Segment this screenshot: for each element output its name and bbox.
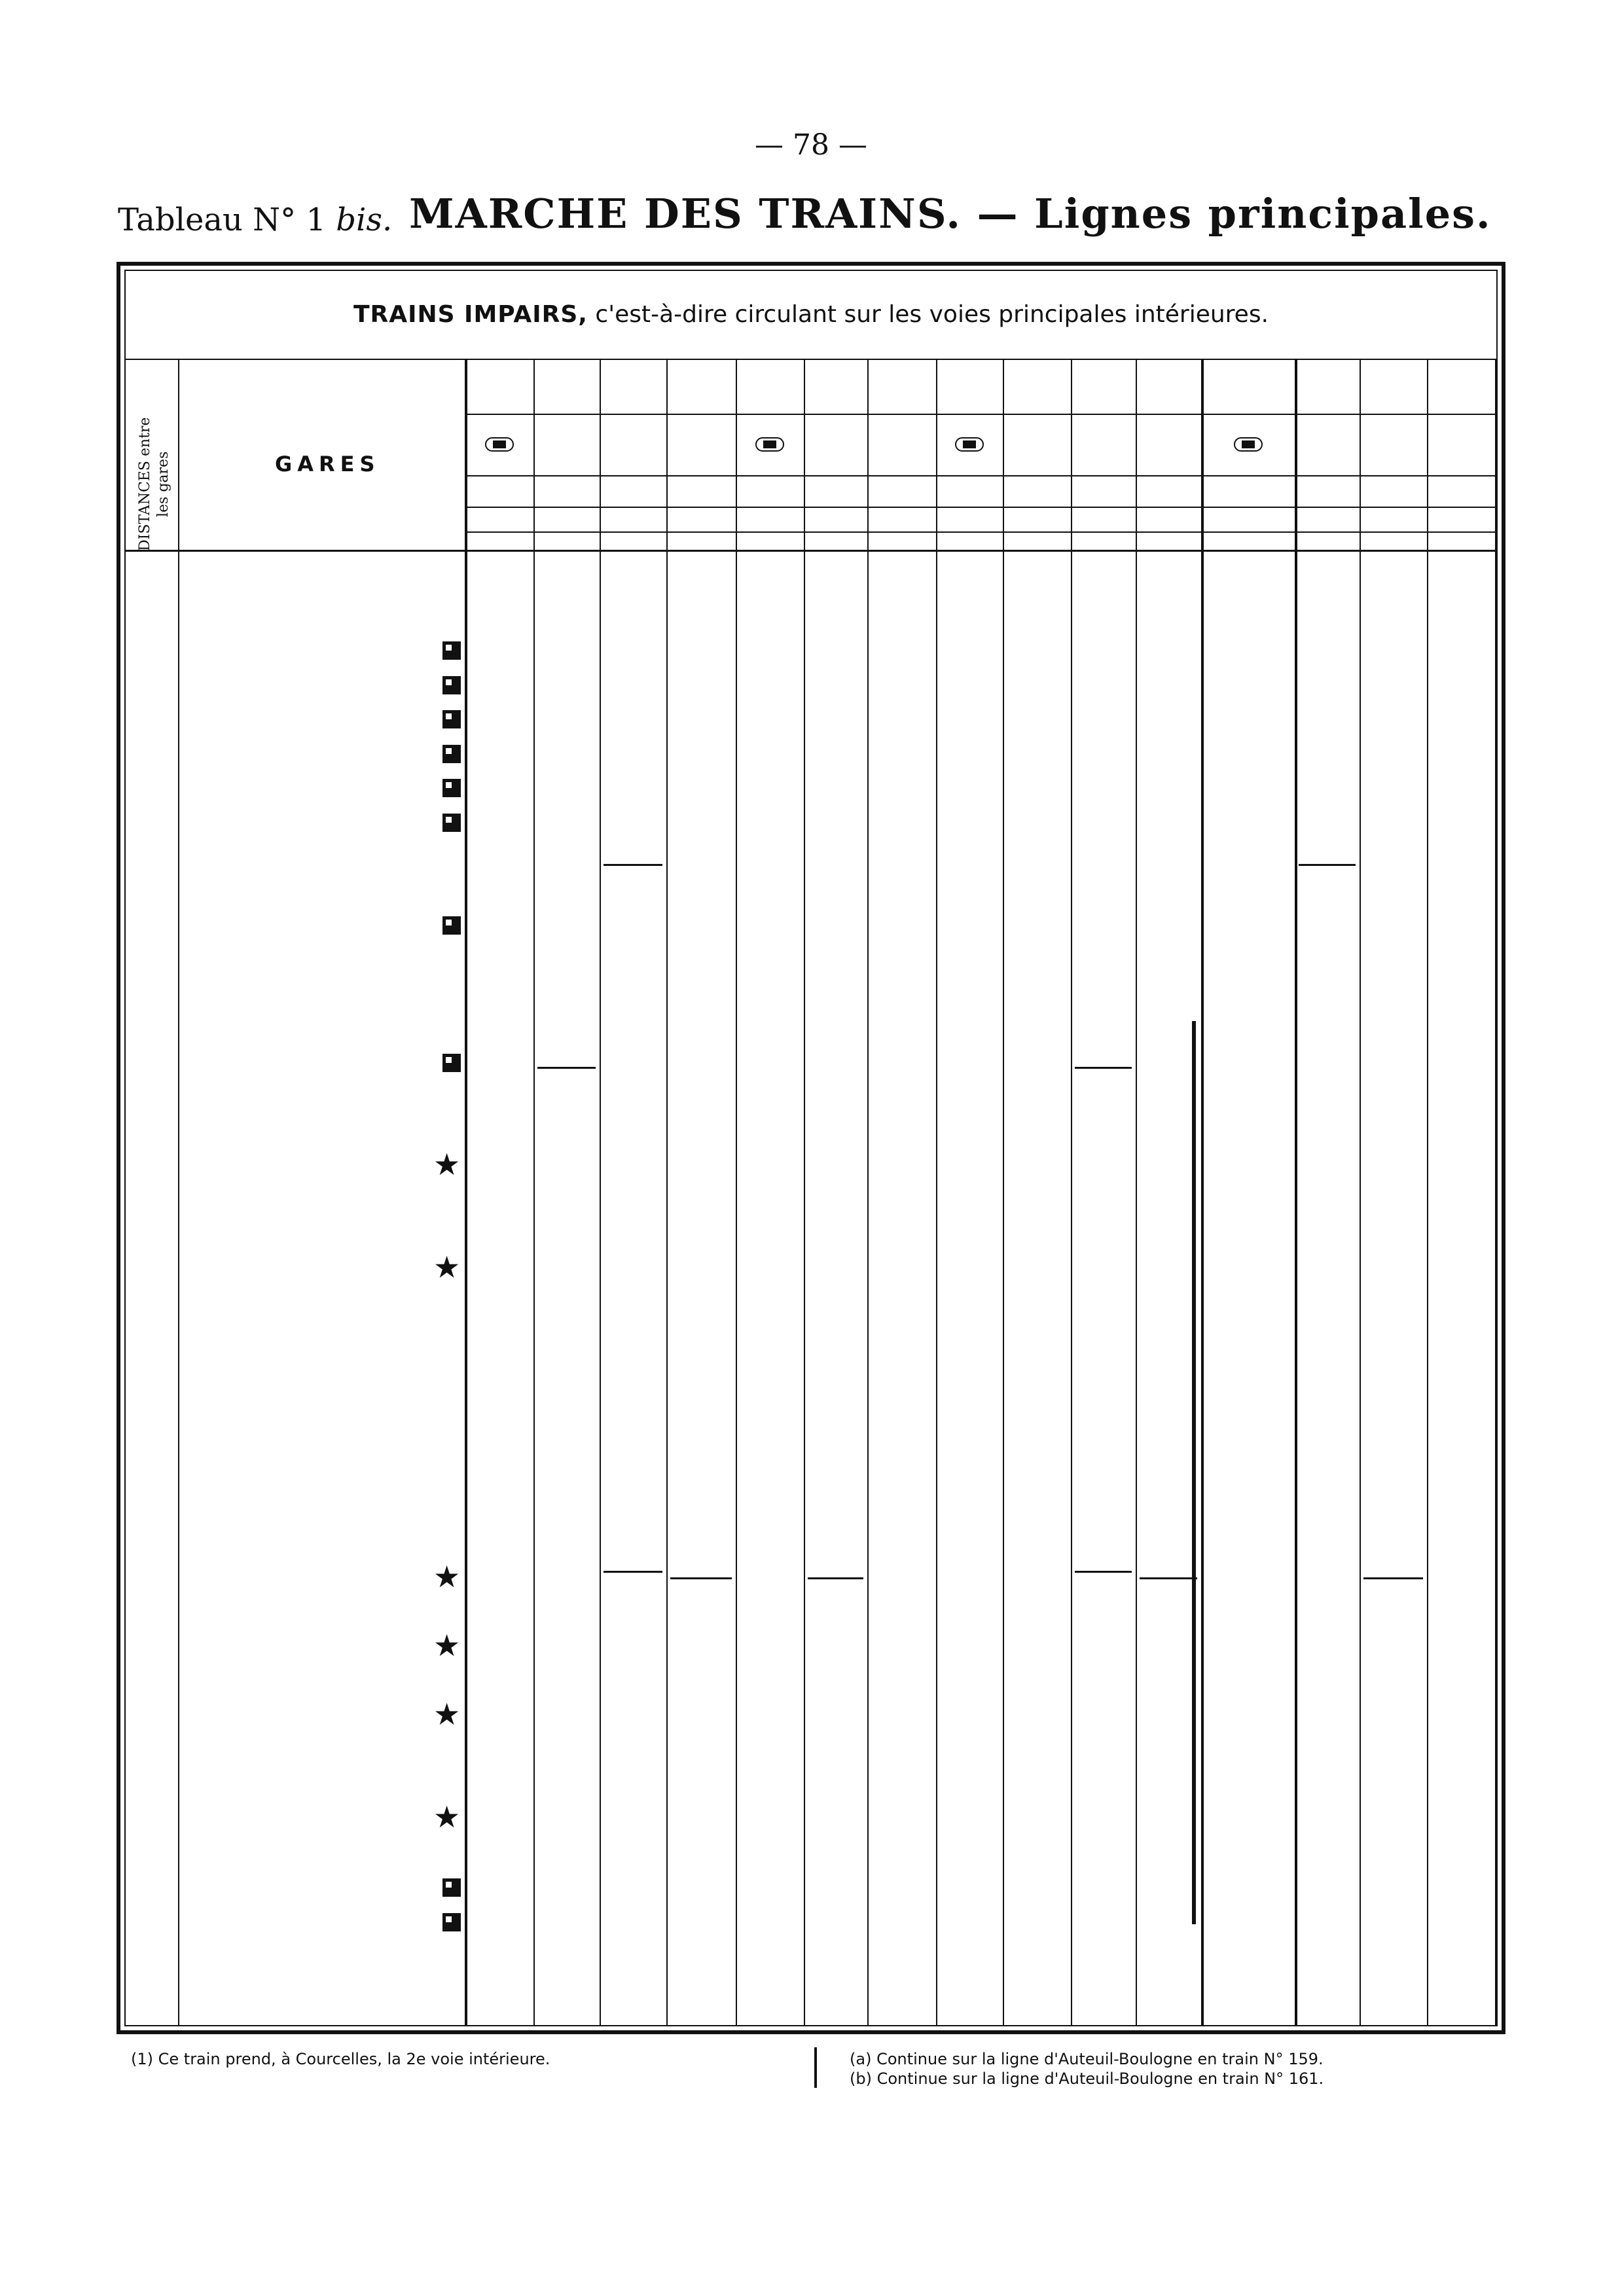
regulier-bar [1192, 1021, 1196, 1924]
station-star-icon: ★ [433, 1799, 461, 1835]
tableau-label: Tableau N° 1 bis. [118, 202, 393, 238]
terminus-rule [537, 1067, 596, 1069]
terminus-rule [1140, 1577, 1197, 1579]
column-rule [867, 359, 869, 2026]
station-tag-icon [442, 1913, 461, 1931]
column-rule [666, 359, 668, 2026]
terminus-rule [604, 864, 662, 866]
station-tag-icon [442, 710, 461, 728]
column-rule [1360, 359, 1361, 2026]
terminus-rule [1363, 1577, 1423, 1579]
station-star-icon: ★ [433, 1558, 461, 1594]
coach-icon [1234, 437, 1263, 452]
column-rule [1003, 359, 1004, 2026]
coach-icon [955, 437, 984, 452]
column-rule [804, 359, 805, 2026]
terminus-rule [1299, 864, 1356, 866]
station-star-icon: ★ [433, 1696, 461, 1732]
footnote-1: (1) Ce train prend, à Courcelles, la 2e voie intérieure. [131, 2050, 550, 2068]
station-tag-icon [442, 676, 461, 694]
column-rule [533, 359, 535, 2026]
station-tag-icon [442, 745, 461, 763]
terminus-rule [808, 1577, 863, 1579]
footnote-a: (a) Continue sur la ligne d'Auteuil-Boulogne en train N° 159. [850, 2050, 1324, 2068]
station-star-icon: ★ [433, 1627, 461, 1663]
column-rule [600, 359, 601, 2026]
page-header [118, 190, 1532, 242]
column-rule [936, 359, 937, 2026]
station-tag-icon [442, 1054, 461, 1072]
gares-header: GARES [275, 452, 380, 476]
station-tag-icon [442, 814, 461, 832]
station-tag-icon [442, 916, 461, 935]
column-rule [1136, 359, 1137, 2026]
station-tag-icon [442, 1878, 461, 1897]
terminus-rule [670, 1577, 732, 1579]
column-rule [1295, 359, 1297, 2026]
station-tag-icon [442, 779, 461, 797]
distance-column-rule [178, 359, 179, 2026]
distances-header: DISTANCES entre les gares [137, 417, 171, 552]
coach-icon [485, 437, 514, 452]
table-subtitle: TRAINS IMPAIRS, c'est-à-dire circulant sur les voies principales intérieures. [353, 301, 1269, 328]
column-rule [736, 359, 737, 2026]
header-subrule [465, 507, 1495, 508]
station-star-icon: ★ [433, 1146, 461, 1182]
page-title: MARCHE DES TRAINS. — Lignes principales. [409, 190, 1492, 238]
footnote-b: (b) Continue sur la ligne d'Auteuil-Boulogne en train N° 161. [850, 2070, 1324, 2088]
header-subrule [465, 475, 1495, 476]
column-rule [1427, 359, 1428, 2026]
header-rule-top [124, 359, 1498, 360]
terminus-rule [604, 1571, 662, 1573]
column-rule [1201, 359, 1204, 2026]
page-number: — 78 — [755, 128, 867, 162]
table-frame-inner [124, 270, 1498, 2026]
column-rule [1495, 359, 1496, 2026]
station-star-icon: ★ [433, 1249, 461, 1285]
header-rule-bottom [124, 550, 1498, 552]
footnote-divider [814, 2047, 817, 2088]
column-rule [465, 359, 467, 2026]
station-tag-icon [442, 641, 461, 660]
coach-icon [755, 437, 784, 452]
terminus-rule [1075, 1067, 1132, 1069]
header-subrule [465, 531, 1495, 533]
terminus-rule [1075, 1571, 1132, 1573]
header-subrule [465, 414, 1495, 415]
column-rule [1071, 359, 1072, 2026]
